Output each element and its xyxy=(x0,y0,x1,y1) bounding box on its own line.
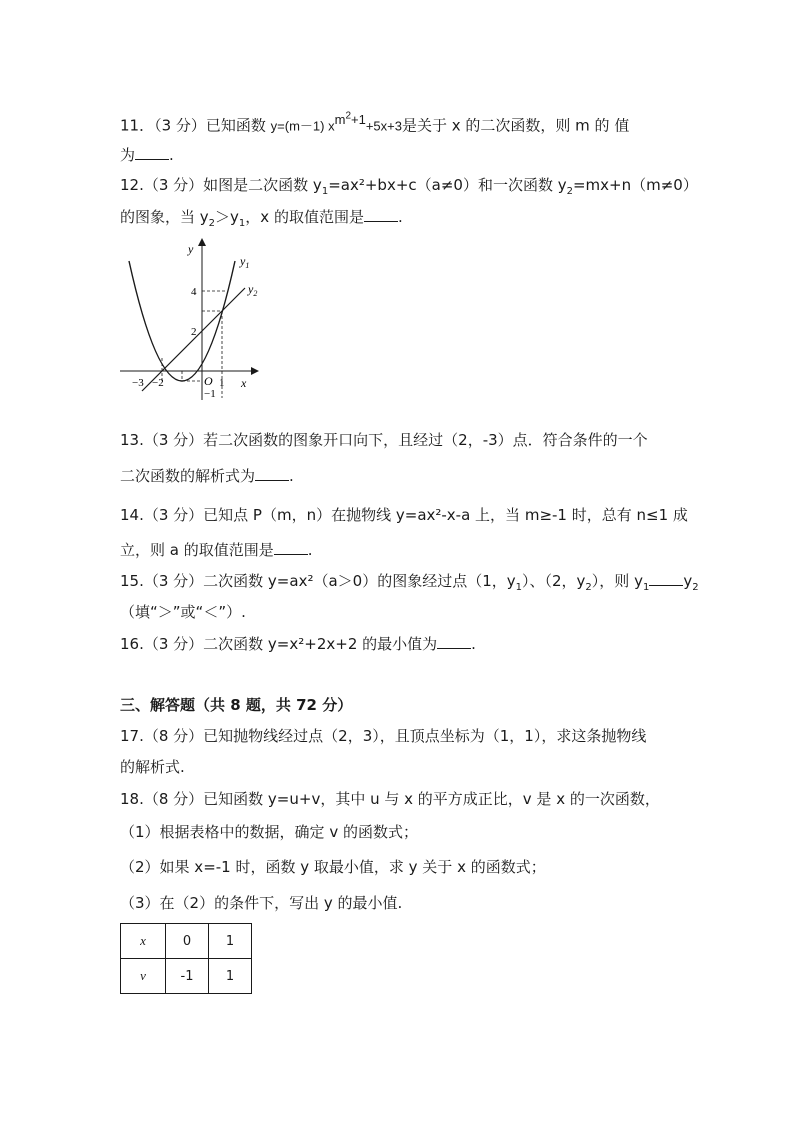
answer-blank[interactable] xyxy=(649,571,683,586)
x-axis-label: x xyxy=(241,376,247,390)
section-3-heading: 三、解答题（共 8 题，共 72 分） xyxy=(120,696,353,714)
answer-blank[interactable] xyxy=(255,466,289,481)
question-13-line-2: 二次函数的解析式为 . xyxy=(120,467,294,485)
table-cell: 0 xyxy=(166,924,209,959)
question-14-line-1: 14.（3 分）已知点 P（m，n）在抛物线 y=ax²-x-a 上，当 m≥-1 时，总有 n≤1 成 xyxy=(120,506,688,524)
question-14-line-2: 立，则 a 的取值范围是 . xyxy=(120,541,313,559)
question-18-part-1: （1）根据表格中的数据，确定 v 的函数式； xyxy=(120,823,418,841)
question-18-part-2: （2）如果 x=-1 时，函数 y 取最小值，求 y 关于 x 的函数式； xyxy=(120,858,546,876)
y-tick-minus-1: −1 xyxy=(204,388,216,400)
table-cell: 1 xyxy=(209,924,252,959)
q11-exponent: m2+1 xyxy=(334,111,366,128)
question-15-line-2: （填“＞”或“＜”）. xyxy=(120,603,246,621)
x-tick-minus-3: −3 xyxy=(132,377,144,389)
x-tick-1: 1 xyxy=(219,377,225,389)
y1-label: $y_1$ xyxy=(240,254,250,270)
answer-blank[interactable] xyxy=(274,540,308,555)
table-row xyxy=(121,959,252,994)
data-table xyxy=(120,923,252,994)
answer-blank[interactable] xyxy=(437,634,471,649)
question-13-line-1: 13.（3 分）若二次函数的图象开口向下，且经过（2，-3）点．符合条件的一个 xyxy=(120,431,648,449)
x-tick-minus-2: −2 xyxy=(152,377,164,389)
q11-function-part-2: +5x+3 xyxy=(365,118,402,134)
question-12-line-1: 12.（3 分）如图是二次函数 $y_1=ax^2+bx+c(a\ne 0)$和一次函数 $y_2=mx+n(m\ne 0)$ xyxy=(120,176,698,197)
question-11-line-2: 为 . xyxy=(120,146,174,164)
table-row-header: x xyxy=(121,924,166,959)
question-11-line-1 xyxy=(120,107,629,136)
question-17-line-1: 17.（8 分）已知抛物线经过点（2，3），且顶点坐标为（1，1），求这条抛物线 xyxy=(120,727,647,745)
function-graph xyxy=(115,238,265,408)
y-tick-2: 2 xyxy=(191,326,197,338)
origin-label: O xyxy=(204,374,213,388)
table-row-header: v xyxy=(121,959,166,994)
answer-blank[interactable] xyxy=(364,207,398,222)
question-12-line-2: 的图象，当 $y_2>y_1$，x 的取值范围是 . xyxy=(120,208,403,229)
question-15-line-1: 15.（3 分）二次函数 y=ax²（a＞0）的图象经过点（1，$y_1$）、（2，$y_2$），则 $y_1$ $y_2$ xyxy=(120,572,699,593)
parabola-y1 xyxy=(129,261,235,381)
q11-number: 11．（3 分）已知函数 xyxy=(120,116,271,135)
question-18-part-3: （3）在（2）的条件下，写出 y 的最小值. xyxy=(120,894,403,912)
q11-tail: 是关于 x 的二次函数，则 m 的 值 xyxy=(401,116,630,135)
table-cell: 1 xyxy=(209,959,252,994)
table-cell: -1 xyxy=(166,959,209,994)
y-tick-4: 4 xyxy=(191,286,197,298)
table-row xyxy=(121,924,252,959)
question-17-line-2: 的解析式. xyxy=(120,758,185,776)
question-16: 16.（3 分）二次函数 y=x²+2x+2 的最小值为 . xyxy=(120,635,476,653)
y2-label: $y_2$ xyxy=(248,282,258,298)
y-axis-label: y xyxy=(188,242,194,256)
answer-blank[interactable] xyxy=(135,145,169,160)
q11-function-part-1: y=(m－1) x xyxy=(270,118,335,134)
question-18-line-1: 18.（8 分）已知函数 y=u+v，其中 u 与 x 的平方成正比，v 是 x 的一次函数， xyxy=(120,790,660,808)
